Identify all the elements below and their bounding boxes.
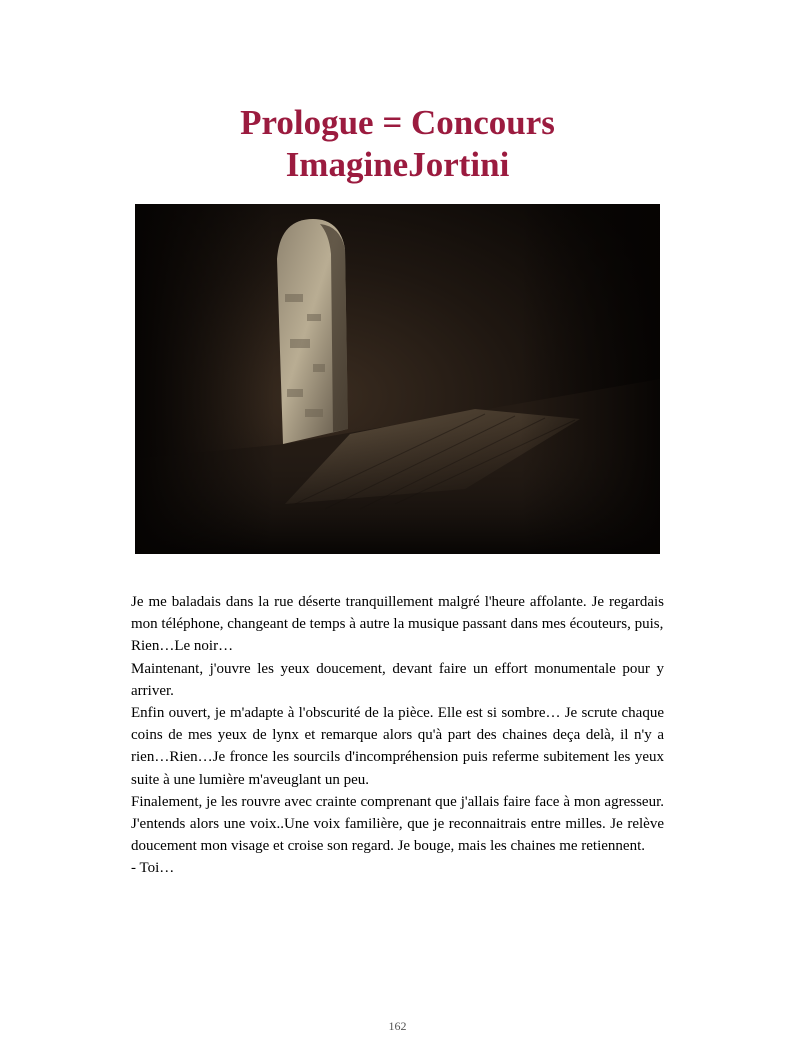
story-text xyxy=(131,591,664,880)
paragraph: - Toi… xyxy=(131,860,175,877)
paragraph: Finalement, je les rouvre avec crainte comprenant que j'allais faire face à mon agresseur. J'entends alors une voix..Une voix familière, que je reconnaitrais entre milles. Je relève doucement mon visage et croise son regard. Je bouge, mais les chaines me retiennent. xyxy=(131,793,664,855)
page-number: 162 xyxy=(388,1019,407,1033)
paragraph: Rien…Le noir… xyxy=(131,638,234,655)
title-line-1: Prologue = Concours xyxy=(240,103,555,142)
paragraph: Je me baladais dans la rue déserte tranquillement malgré l'heure affolante. Je regardais mon téléphone, changeant de temps à autre la musique passant dans mes écouteurs, puis, xyxy=(131,594,664,633)
paragraph: Maintenant, j'ouvre les yeux doucement, devant faire un effort monumentale pour y arriver. xyxy=(131,660,664,699)
dark-room-photo xyxy=(135,204,660,554)
paragraph: Enfin ouvert, je m'adapte à l'obscurité de la pièce. Elle est si sombre… Je scrute chaque coins de mes yeux de lynx et remarque alors qu'à part des chaines deça delà, il n'y a rien…Rien…Je fronce les sourcils d'incompréhension puis referme subitement les yeux suite à une lumière m'aveuglant un peu. xyxy=(131,705,664,788)
page-title xyxy=(0,102,795,186)
title-line-2: ImagineJortini xyxy=(285,145,510,184)
